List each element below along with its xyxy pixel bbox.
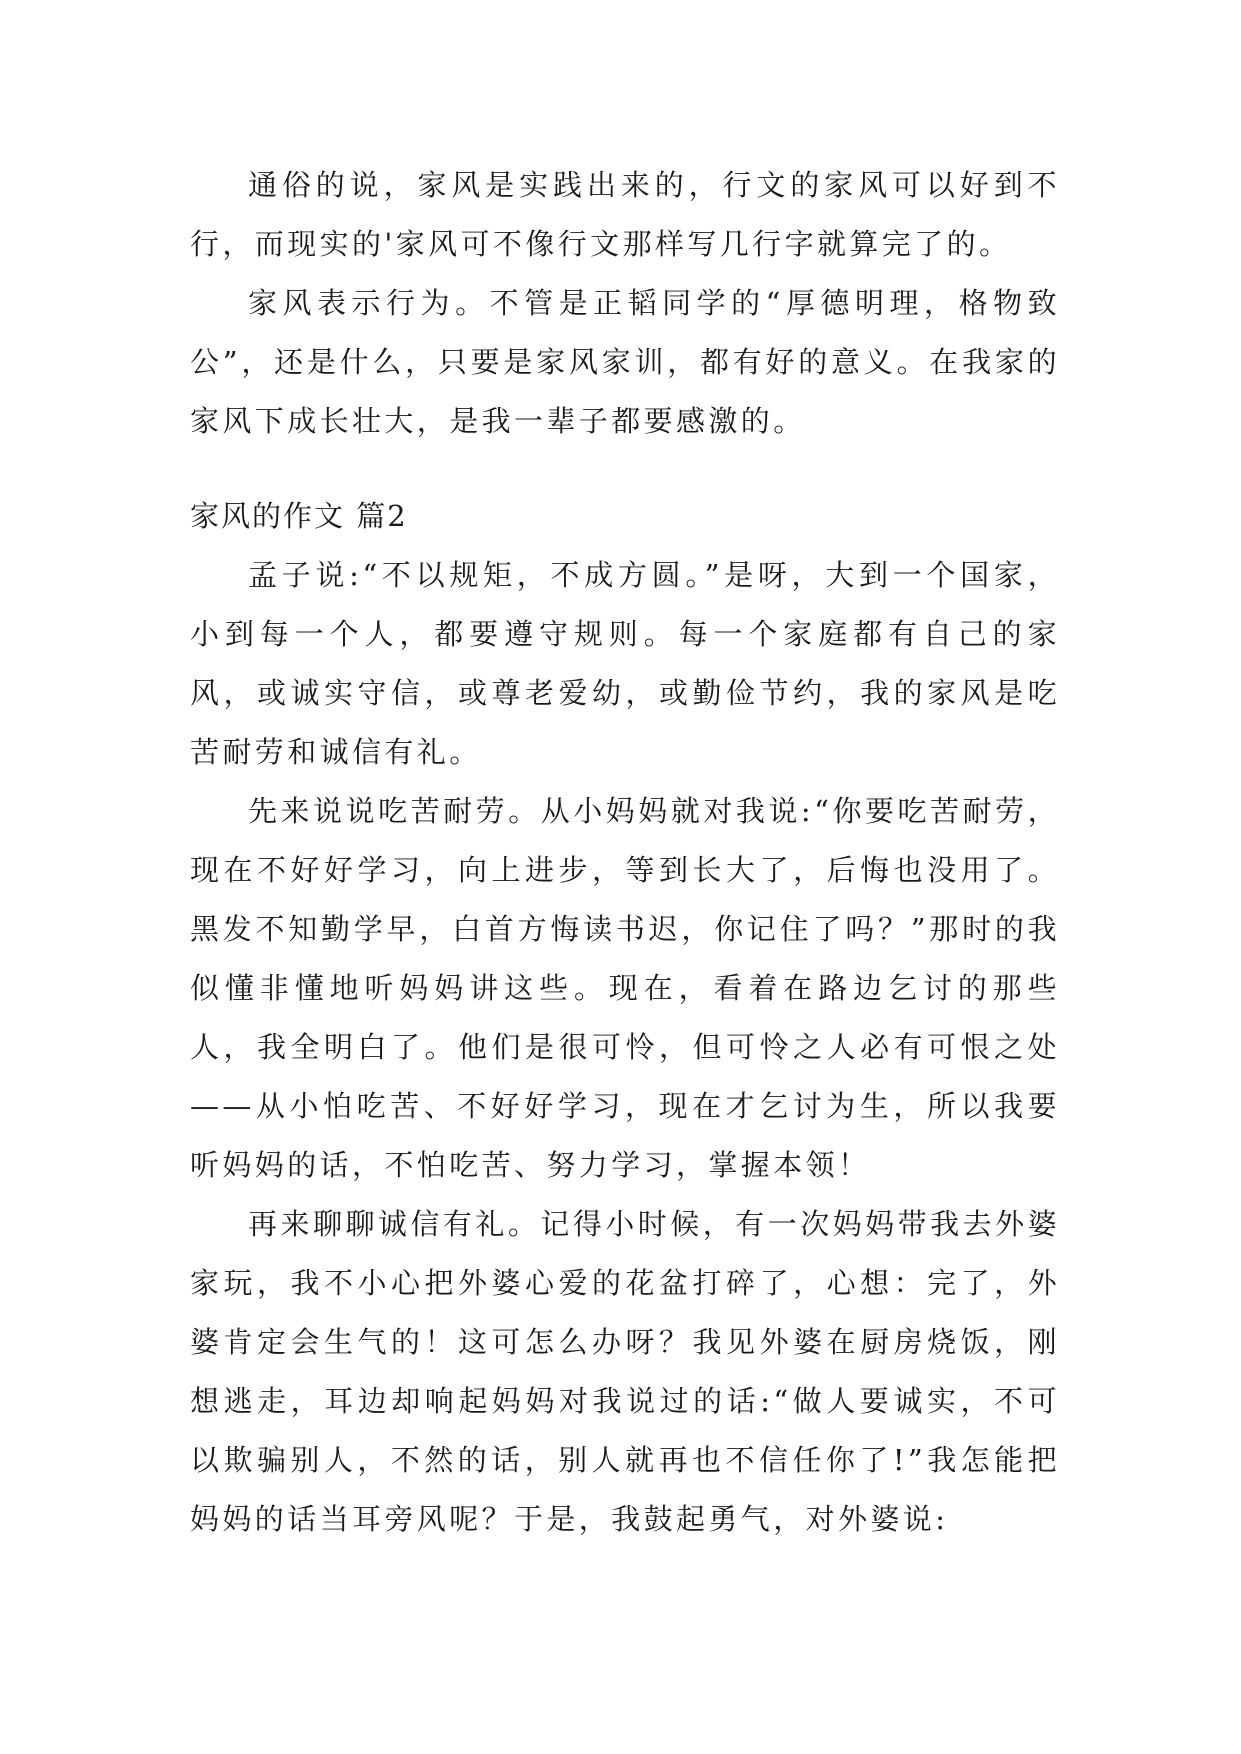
document-body [190, 156, 1060, 1549]
section-heading: 家风的作文 篇2 [190, 499, 408, 533]
paragraph: 孟子说:“不以规矩，不成方圆。”是呀，大到一个国家，小到每一个人，都要遵守规则。每一个家庭都有自己的家风，或诚实守信，或尊老爱幼，或勤俭节约，我的家风是吃苦耐劳和诚信有礼。 [190, 558, 1060, 769]
paragraph: 家风表示行为。不管是正韬同学的“厚德明理，格物致公”，还是什么，只要是家风家训，都有好的意义。在我家的家风下成长壮大，是我一辈子都要感激的。 [190, 286, 1060, 438]
paragraph: 通俗的说，家风是实践出来的，行文的家风可以好到不行，而现实的'家风可不像行文那样写几行字就算完了的。 [190, 168, 1060, 261]
paragraph: 再来聊聊诚信有礼。记得小时候，有一次妈妈带我去外婆家玩，我不小心把外婆心爱的花盆打碎了，心想：完了，外婆肯定会生气的！这可怎么办呀？我见外婆在厨房烧饭，刚想逃走，耳边却响起妈妈对我说过的话:“做人要诚实，不可以欺骗别人，不然的话，别人就再也不信任你了!”我怎能把妈妈的话当耳旁风呢？于是，我鼓起勇气，对外婆说: [190, 1207, 1060, 1536]
paragraph: 先来说说吃苦耐劳。从小妈妈就对我说:“你要吃苦耐劳，现在不好好学习，向上进步，等到长大了，后悔也没用了。黑发不知勤学早，白首方悔读书迟，你记住了吗？”那时的我似懂非懂地听妈妈讲这些。现在，看着在路边乞讨的那些人，我全明白了。他们是很可怜，但可怜之人必有可恨之处——从小怕吃苦、不好好学习，现在才乞讨为生，所以我要听妈妈的话，不怕吃苦、努力学习，掌握本领！ [190, 794, 1060, 1182]
